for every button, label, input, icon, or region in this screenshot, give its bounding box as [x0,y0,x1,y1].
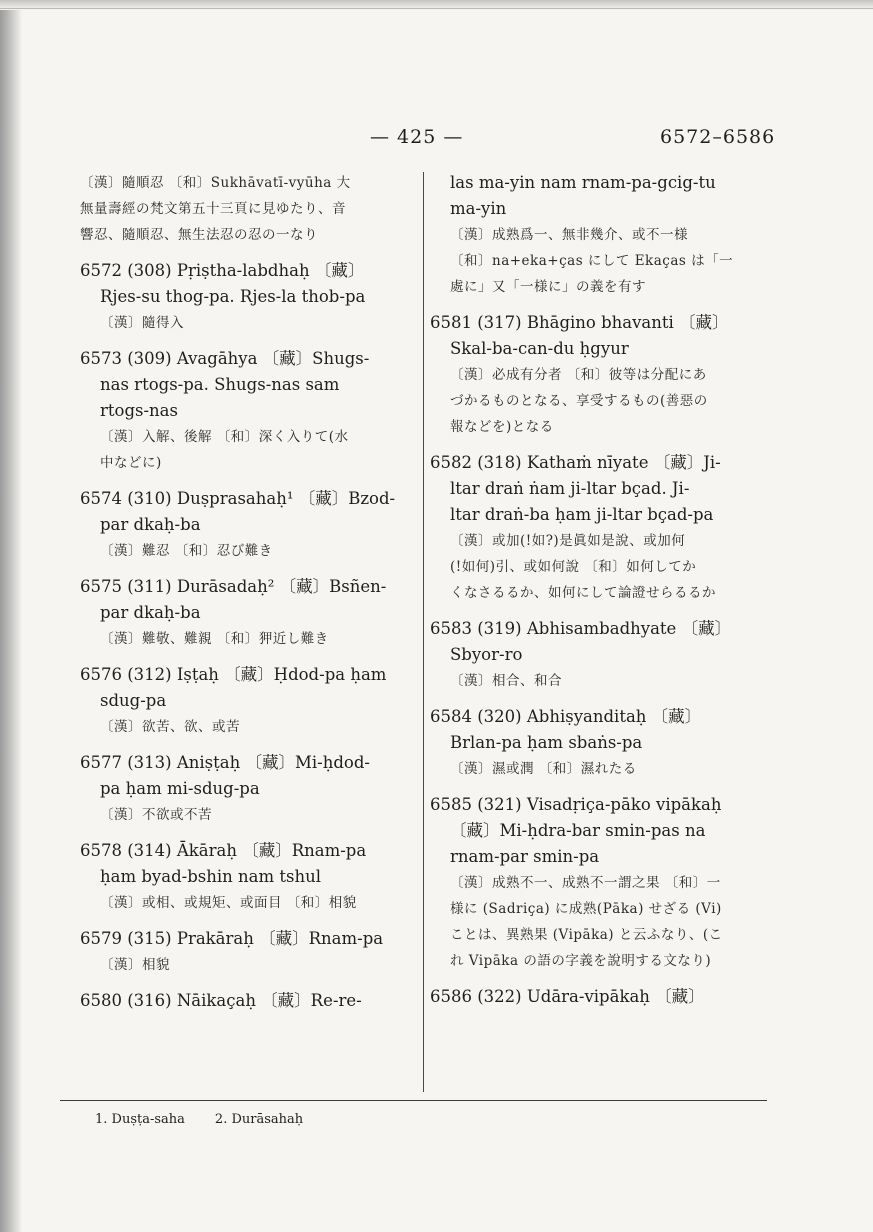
column-divider [423,172,424,1092]
entry-line: 〔藏〕Mi-ḥdra-bar smin-pas na [450,821,706,840]
entry-line: Skal-ba-can-du ḥgyur [450,339,629,358]
entry-range: 6572–6586 [660,126,776,148]
entry-line: 〔和〕na+eka+ças にして Ekaças は「一 [450,253,734,269]
entry-line: 6585 (321) Visadṛiça-pāko vipākaḥ [430,795,722,814]
left-column [80,170,415,1024]
dictionary-entry [80,170,415,248]
entry-line: ltar draṅ-ba ḥam ji-ltar bçad-pa [450,505,714,524]
entry-line: 中などに) [100,455,162,471]
dictionary-entry [80,838,415,916]
entry-line: 6572 (308) Pṛiṣtha-labdhaḥ 〔藏〕 [80,261,365,280]
entry-line: 6586 (322) Udāra-vipākaḥ 〔藏〕 [430,987,705,1006]
entry-line: 6580 (316) Nāikaçaḥ 〔藏〕Re-re- [80,991,362,1010]
entry-line: ḥam byad-bshin nam tshul [100,867,322,886]
entry-line: 〔漢〕不欲或不苦 [100,807,212,823]
dictionary-entry [430,792,765,974]
entry-line: rtogs-nas [100,401,178,420]
entry-line: 6584 (320) Abhiṣyanditaḥ 〔藏〕 [430,707,702,726]
entry-line: Sbyor-ro [450,645,523,664]
dictionary-entry [80,346,415,476]
entry-line: 〔漢〕入解、後解 〔和〕深く入りて(水 [100,429,349,445]
entry-line: 〔漢〕或相、或規矩、或面目 〔和〕相貌 [100,895,357,911]
page-header [0,126,873,156]
scan-left-edge [0,0,22,1232]
dictionary-entry [80,926,415,978]
entry-line: sdug-pa [100,691,167,710]
entry-line: 様に (Sadriça) に成熟(Pāka) せざる (Vi) [450,901,722,917]
entry-line: nas rtogs-pa. Shugs-nas sam [100,375,340,394]
page-number: — 425 — [370,126,464,148]
entry-line: 〔漢〕成熟不一、成熟不一謂之果 〔和〕一 [450,875,721,891]
entry-line: 6583 (319) Abhisambadhyate 〔藏〕 [430,619,732,638]
entry-line: rnam-par smin-pa [450,847,600,866]
entry-line: Brlan-pa ḥam sbaṅs-pa [450,733,643,752]
footnote-rule [60,1100,767,1101]
entry-line: づかるものとなる、享受するもの(善惡の [450,393,708,409]
footnote: 1. Duṣṭa-saha [95,1112,185,1127]
entry-line: 報などを)となる [450,419,554,435]
dictionary-entry [430,170,765,300]
dictionary-entry [80,258,415,336]
entry-line: 6574 (310) Duṣprasahaḥ¹ 〔藏〕Bzod- [80,489,396,508]
entry-line: 〔漢〕相貌 [100,957,170,973]
entry-line: (!如何)引、或如何說 〔和〕如何してか [450,559,697,575]
entry-line: 處に」又「一様に」の義を有す [450,279,646,295]
entry-line: ma-yin [450,199,507,218]
entry-line: 〔漢〕隨得入 [100,315,184,331]
entry-line: ltar draṅ ṅam ji-ltar bçad. Ji- [450,479,690,498]
entry-line: 6582 (318) Kathaṁ nīyate 〔藏〕Ji- [430,453,721,472]
entry-line: 響忍、隨順忍、無生法忍の忍の一なり [80,227,318,243]
entry-line: れ Vipāka の語の字義を說明する文なり) [450,953,712,969]
entry-line: 〔漢〕難敬、難親 〔和〕狎近し難き [100,631,329,647]
entry-line: 〔漢〕隨順忍 〔和〕Sukhāvatī-vyūha 大 [80,175,351,191]
entry-line: par dkaḥ-ba [100,515,201,534]
entry-line: 〔漢〕相合、和合 [450,673,562,689]
entry-line: 〔漢〕必成有分者 〔和〕彼等は分配にあ [450,367,707,383]
dictionary-entry [430,704,765,782]
entry-line: 〔漢〕成熟爲一、無非幾介、或不一様 [450,227,688,243]
entry-line: pa ḥam mi-sdug-pa [100,779,260,798]
entry-line: 無量壽經の梵文第五十三頁に見ゆたり、音 [80,201,346,217]
entry-line: 6579 (315) Prakāraḥ 〔藏〕Rnam-pa [80,929,384,948]
entry-line: 〔漢〕或加(!如?)是眞如是說、或加何 [450,533,686,549]
entry-line: 〔漢〕欲苦、欲、或苦 [100,719,240,735]
footnote: 2. Durāsahaḥ [214,1112,304,1127]
dictionary-entry [80,486,415,564]
dictionary-entry [430,984,765,1010]
scan-top-line [0,8,873,9]
entry-line: くなさるるか、如何にして論證せらるるか [450,585,716,601]
right-column [430,170,765,1020]
entry-line: 〔漢〕濕或潤 〔和〕濕れたる [450,761,637,777]
dictionary-entry [430,310,765,440]
entry-line: 〔漢〕難忍 〔和〕忍び難き [100,543,273,559]
entry-line: las ma-yin nam rnam-pa-gcig-tu [450,173,716,192]
dictionary-entry [430,450,765,606]
entry-line: 6575 (311) Durāsadaḥ² 〔藏〕Bsñen- [80,577,387,596]
entry-line: ことは、異熟果 (Vipāka) と云ふなり、(こ [450,927,723,943]
entry-line: 6576 (312) Iṣṭaḥ 〔藏〕Ḥdod-pa ḥam [80,665,387,684]
entry-line: 6581 (317) Bhāgino bhavanti 〔藏〕 [430,313,729,332]
dictionary-entry [80,574,415,652]
dictionary-entry [80,662,415,740]
entry-line: 6573 (309) Avagāhya 〔藏〕Shugs- [80,349,370,368]
footnotes [95,1112,333,1127]
entry-line: 6577 (313) Aniṣṭaḥ 〔藏〕Mi-ḥdod- [80,753,370,772]
dictionary-entry [80,750,415,828]
dictionary-entry [430,616,765,694]
entry-line: 6578 (314) Ākāraḥ 〔藏〕Rnam-pa [80,841,367,860]
entry-line: par dkaḥ-ba [100,603,201,622]
entry-line: Rjes-su thog-pa. Rjes-la thob-pa [100,287,366,306]
dictionary-entry [80,988,415,1014]
